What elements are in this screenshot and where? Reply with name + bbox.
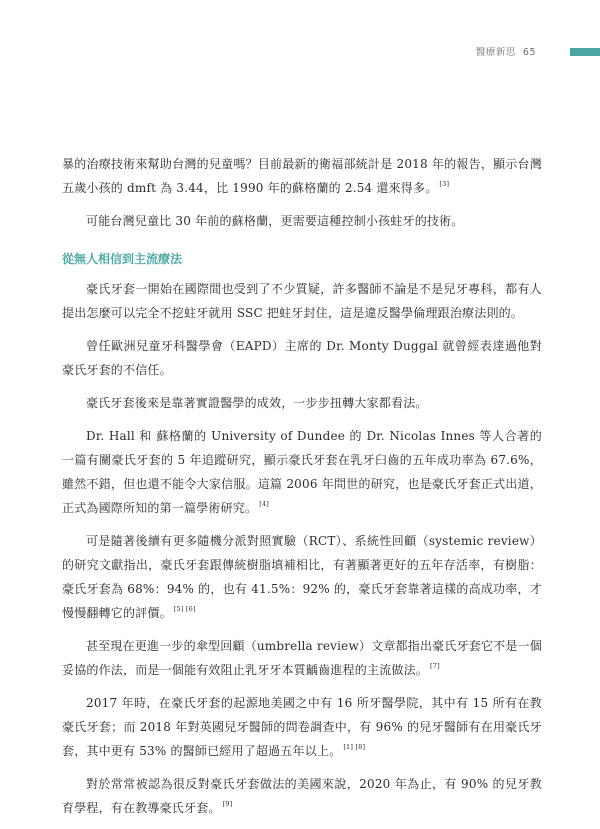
paragraph-text: 曾任歐洲兒童牙科醫學會（EAPD）主席的 Dr. Monty Duggal 就曾經表達過他對豪氏牙套的不信任。 — [62, 339, 542, 377]
paragraph-continuation — [62, 152, 542, 200]
paragraph — [62, 334, 542, 382]
paragraph-text: 2017 年時，在豪氏牙套的起源地美國之中有 16 所牙醫學院，其中有 15 所有在教豪氏牙套；而 2018 年對英國兒牙醫師的問卷調查中，有 96% 的兒牙醫師有在用豪氏牙套，其中更有 53% 的醫師已經用了超過五年以上。 — [62, 696, 542, 758]
paragraph-text: 暴的治療技術來幫助台灣的兒童嗎？目前最新的衛福部統計是 2018 年的報告，顯示台灣五歲小孩的 dmft 為 3.44，比 1990 年的蘇格蘭的 2.54 還來得多。 — [62, 157, 542, 195]
paragraph-text: 豪氏牙套後來是靠著實證醫學的成效，一步步扭轉大家都看法。 — [86, 396, 428, 410]
citation: [7] — [430, 662, 440, 670]
paragraph — [62, 424, 542, 520]
citation: [4] — [259, 500, 270, 508]
running-header — [476, 44, 536, 58]
citation: [5] [6] — [173, 605, 196, 613]
paragraph — [62, 691, 542, 763]
page-header — [0, 44, 600, 60]
paragraph-text: 豪氏牙套一開始在國際間也受到了不少質疑，許多醫師不論是不是兒牙專科，都有人提出怎麼可以完全不挖蛀牙就用 SSC 把蛀牙封住，這是違反醫學倫理跟治療法則的。 — [62, 282, 542, 320]
paragraph-text: 對於常常被認為很反對豪氏牙套做法的美國來說，2020 年為止，有 90% 的兒牙教育學程，有在教導豪氏牙套。 — [62, 777, 542, 815]
paragraph-text: 可是隨著後續有更多隨機分派對照實驗（RCT）、系統性回顧（systemic review）的研究文獻指出，豪氏牙套跟傳統樹脂填補相比，有著顯著更好的五年存活率，有樹脂：豪氏牙套為 68%：94% 的，也有 41.5%：92% 的，豪氏牙套靠著這樣的高成功率，才慢慢翻轉它的評價。 — [62, 534, 542, 620]
paragraph — [62, 772, 542, 820]
paragraph — [62, 634, 542, 682]
section-title: 醫療新思 — [475, 47, 516, 58]
citation: [9] — [222, 800, 233, 808]
page-number: 65 — [522, 47, 536, 58]
citation: [1] [8] — [343, 743, 366, 751]
paragraph — [62, 277, 542, 325]
paragraph — [62, 391, 542, 415]
paragraph-text: 甚至現在更進一步的傘型回顧（umbrella review）文章都指出豪氏牙套它不是一個妥協的作法，而是一個能有效阻止乳牙牙本質齲齒進程的主流做法。 — [62, 639, 542, 677]
article-body — [62, 152, 542, 829]
paragraph-text: Dr. Hall 和 蘇格蘭的 University of Dundee 的 Dr. Nicolas Innes 等人合著的一篇有關豪氏牙套的 5 年追蹤研究，顯示豪氏牙套在乳牙臼齒的五年成功率為 67.6%，雖然不錯，但也還不能令大家信服。這篇 2006 年問世的研究，也是豪氏牙套正式出道，正式為國際所知的第一篇學術研究。 — [62, 429, 542, 515]
paragraph — [62, 209, 542, 233]
paragraph — [62, 529, 542, 625]
section-heading: 從無人相信到主流療法 — [62, 252, 183, 266]
citation: [3] — [439, 180, 450, 188]
header-accent-bar — [570, 48, 600, 56]
paragraph-text: 可能台灣兒童比 30 年前的蘇格蘭，更需要這種控制小孩蛀牙的技術。 — [86, 214, 464, 228]
